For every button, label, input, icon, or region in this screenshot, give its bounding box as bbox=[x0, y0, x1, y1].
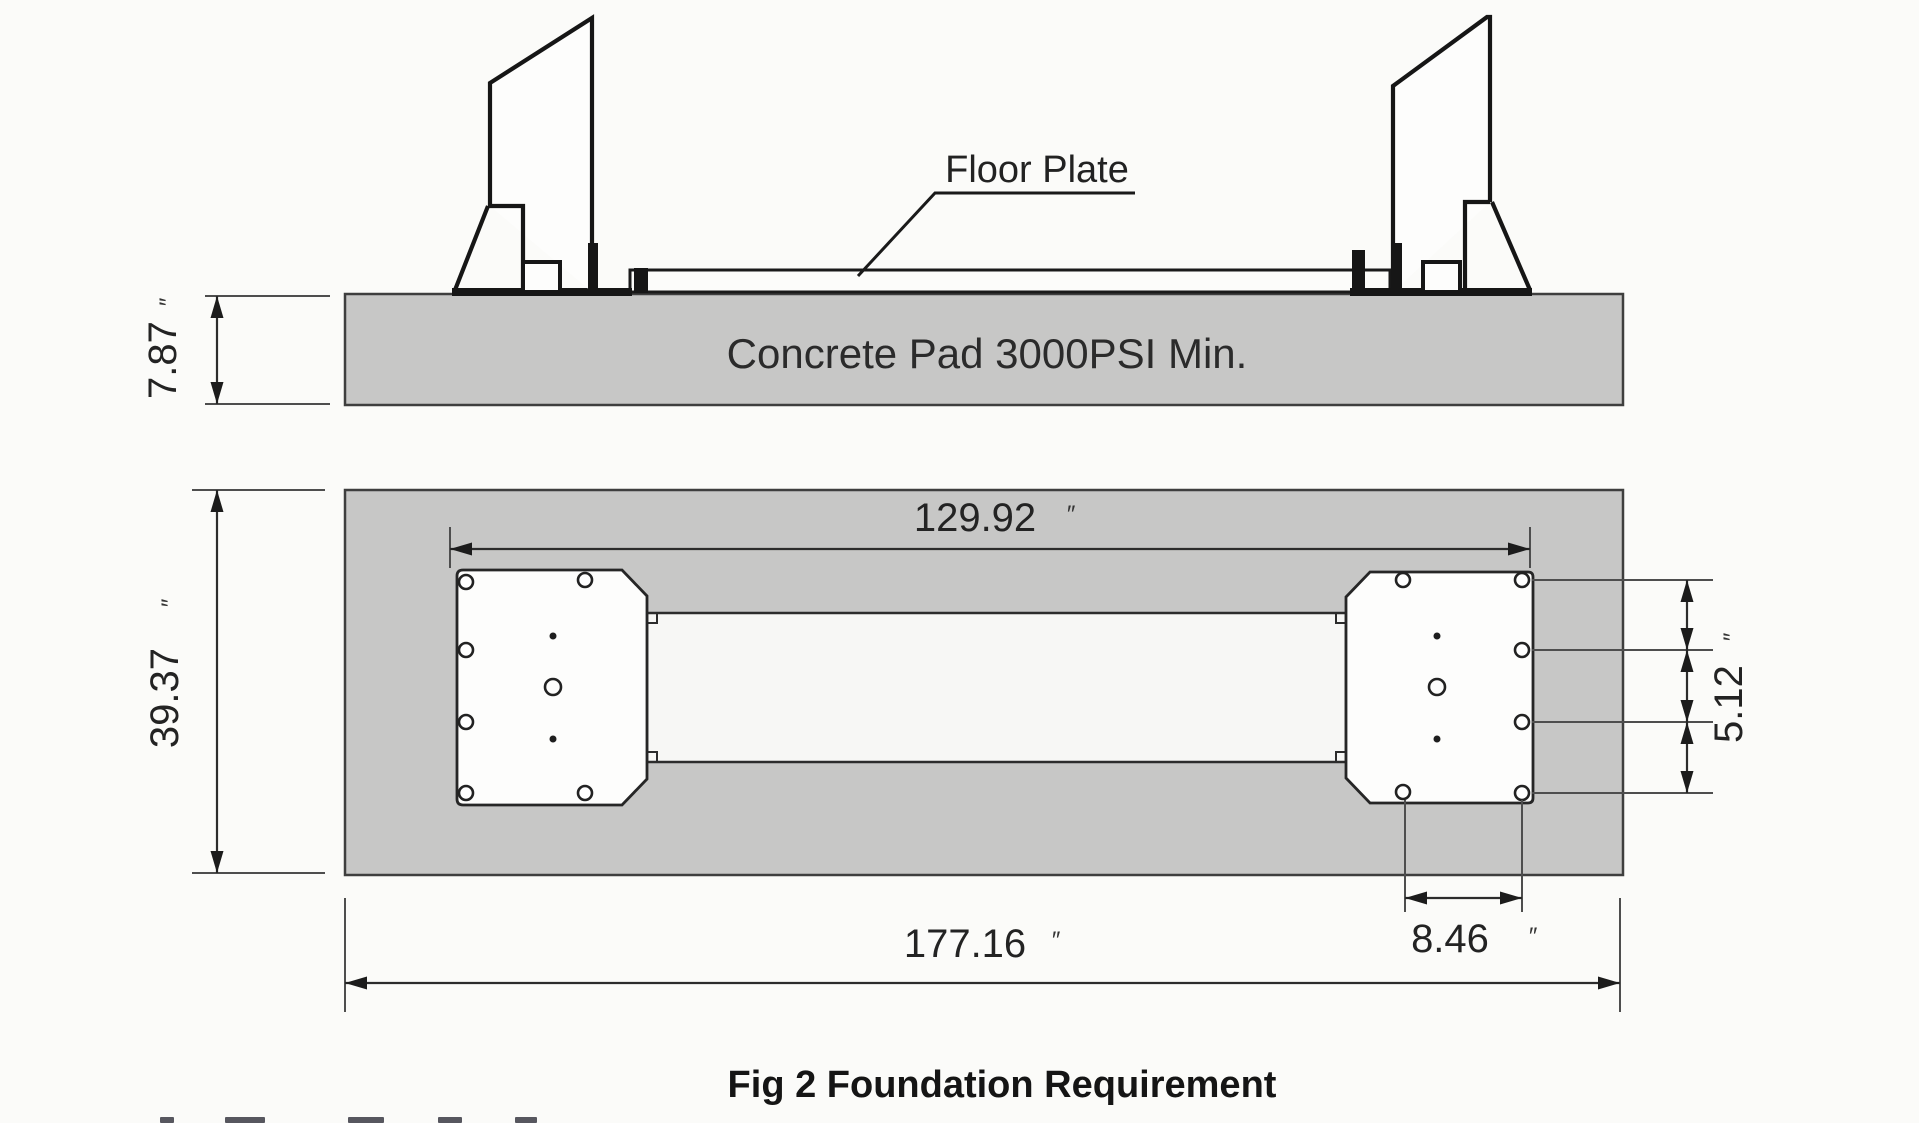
concrete-pad-label: Concrete Pad 3000PSI Min. bbox=[726, 330, 1248, 377]
figure-caption: Fig 2 Foundation Requirement bbox=[727, 1064, 1277, 1106]
dim-pad-width-unit: ″ bbox=[157, 599, 184, 609]
dim-bolt-row-spacing-value: 8.46 bbox=[1411, 917, 1489, 961]
dim-column-span-unit: ″ bbox=[1065, 501, 1075, 528]
dim-pad-length-value: 177.16 bbox=[903, 922, 1027, 966]
right-column bbox=[1392, 17, 1530, 293]
dim-pad-width bbox=[143, 490, 325, 873]
dim-bolt-column-spacing-unit: ″ bbox=[1719, 633, 1746, 643]
dim-bolt-row-spacing-unit: ″ bbox=[1527, 923, 1537, 950]
dim-column-span-value: 129.92 bbox=[913, 496, 1037, 540]
plan-view bbox=[143, 490, 1751, 1012]
left-column bbox=[455, 18, 598, 293]
floor-plate-plan bbox=[647, 613, 1346, 762]
side-elevation-view bbox=[141, 17, 1623, 405]
leader-line bbox=[858, 193, 1135, 276]
floor-plate-callout bbox=[858, 149, 1135, 276]
dim-pad-thickness-value: 7.87 bbox=[141, 321, 185, 399]
dim-pad-thickness-unit: ″ bbox=[155, 298, 182, 308]
floor-plate-side bbox=[630, 250, 1390, 293]
right-base-plate bbox=[1346, 572, 1533, 803]
left-base-plate bbox=[457, 570, 647, 805]
dim-bolt-column-spacing-value: 5.12 bbox=[1707, 665, 1751, 743]
dim-pad-length-unit: ″ bbox=[1050, 927, 1060, 954]
cropped-text-fragments bbox=[160, 1117, 537, 1123]
floor-plate-label: Floor Plate bbox=[945, 149, 1129, 191]
dim-pad-thickness bbox=[141, 296, 330, 404]
dim-pad-width-value: 39.37 bbox=[143, 647, 187, 749]
